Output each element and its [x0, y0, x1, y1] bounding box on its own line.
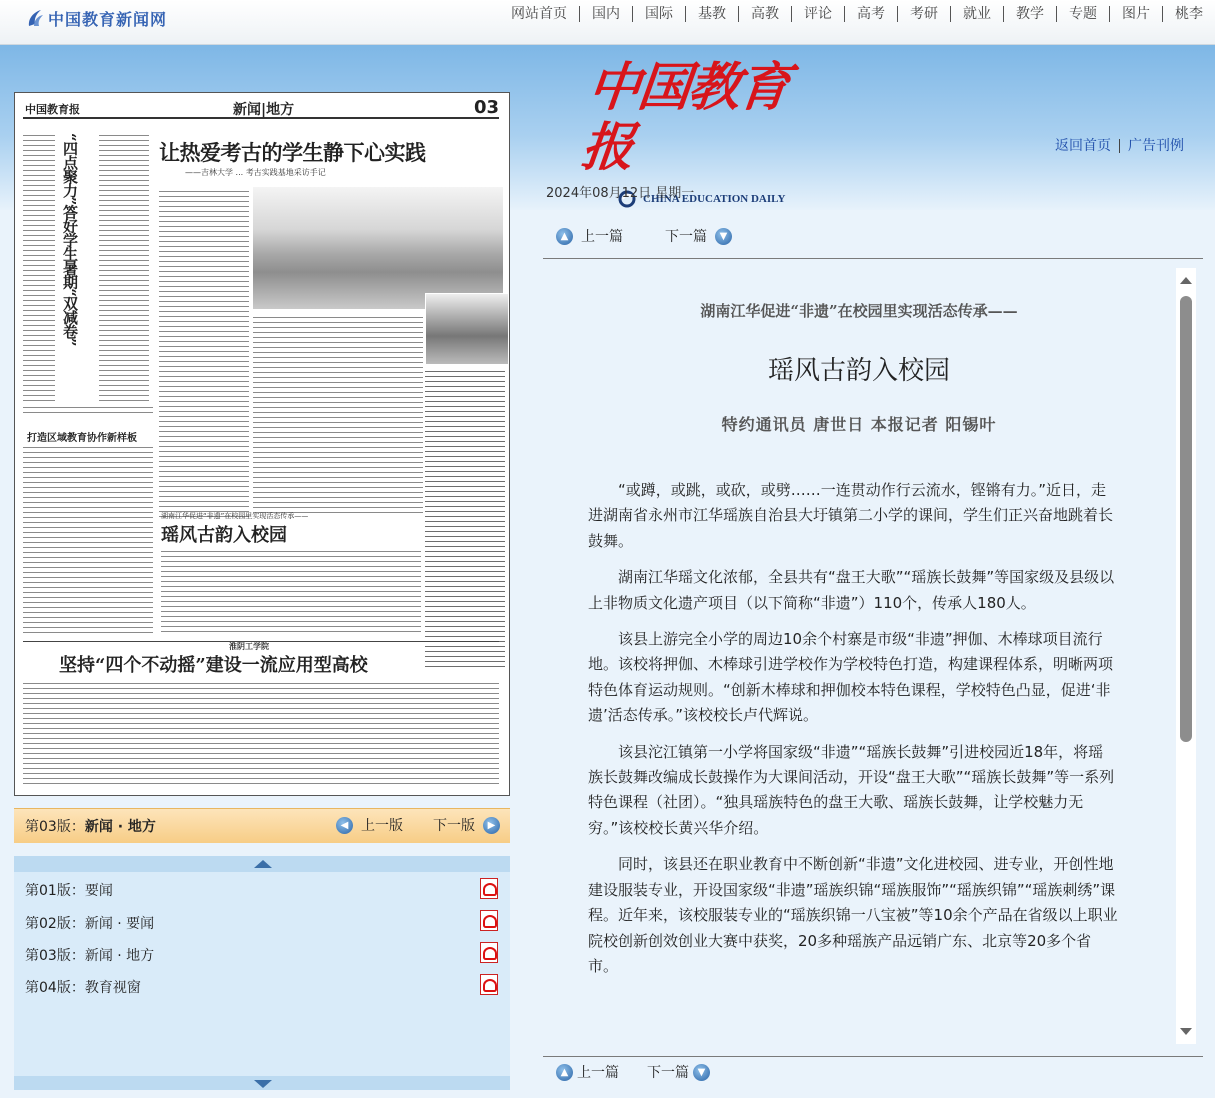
subhead-archaeology: ——吉林大学 ... 考古实践基地采访手记	[185, 168, 326, 177]
newspaper-page-image[interactable]	[14, 92, 510, 796]
article-panel	[544, 268, 1194, 1044]
masthead-name-en: CHINA EDUCATION DAILY	[643, 193, 786, 205]
scrollbar-thumb[interactable]	[1180, 296, 1192, 742]
next-edition-icon[interactable]: ▶	[483, 817, 500, 834]
vertical-headline[interactable]: “四点聚力”答好学生暑期“双减卷”	[61, 133, 79, 346]
column-text	[159, 189, 249, 519]
nav-international[interactable]: 国际	[632, 6, 685, 22]
edition-list-item[interactable]	[25, 977, 141, 997]
scroll-down-icon[interactable]	[1180, 1028, 1192, 1035]
current-edition-name: 新闻 · 地方	[84, 819, 156, 835]
article-paragraph: “或蹲，或跳，或砍，或劈……一连贯动作行云流水，铿锵有力。”近日，走进湖南省永州市江华瑶族自治县大圩镇第二小学的课间，学生们正兴奋地跳着长鼓舞。	[588, 481, 1114, 550]
edition-name: 教育视窗	[84, 980, 141, 996]
edition-list-item[interactable]	[25, 913, 154, 933]
divider	[543, 258, 1203, 259]
article-paragraph: 该县沱江镇第一小学将国家级“非遗”“瑶族长鼓舞”引进校园近18年，将瑶族长鼓舞改编成长鼓操作为大课间活动，开设“盘王大歌”“瑶族长鼓舞”等一系列特色课程（社团）。“独具瑶族特色的盘王大歌、瑶族长鼓舞，让学校魅力无穷。”该校校长黄兴华介绍。	[588, 742, 1115, 837]
nav-employment[interactable]: 就业	[950, 6, 1003, 22]
edition-pager	[336, 815, 500, 835]
prev-article-icon[interactable]: ▲	[556, 228, 573, 245]
nav-domestic[interactable]: 国内	[579, 6, 632, 22]
nav-commentary[interactable]: 评论	[791, 6, 844, 22]
site-logo-text: 中国教育新闻网	[48, 9, 168, 29]
article-title: 瑶风古韵入校园	[767, 356, 950, 386]
header-links	[1055, 139, 1192, 153]
current-edition-prefix: 第03版：	[25, 819, 85, 835]
edition-bar	[14, 808, 510, 843]
overline-huaiyin: 淮阴工学院	[229, 642, 269, 651]
nav-pictures[interactable]: 图片	[1109, 6, 1162, 22]
nav-higher-education[interactable]: 高教	[738, 6, 791, 22]
page-header-paper: 中国教育报	[25, 103, 80, 116]
next-article-link[interactable]: 下一篇	[665, 229, 707, 245]
prev-edition-link[interactable]: 上一版	[361, 818, 403, 834]
headline-huaiyin[interactable]: 坚持“四个不动摇”建设一流应用型高校	[59, 655, 368, 676]
list-scroll-down[interactable]	[14, 1076, 510, 1090]
column-text	[23, 133, 55, 403]
pdf-icon[interactable]	[480, 942, 498, 963]
nav-teaching[interactable]: 教学	[1003, 6, 1056, 22]
prev-edition-icon[interactable]: ◀	[336, 817, 353, 834]
list-scroll-up[interactable]	[14, 856, 510, 872]
page-header	[23, 99, 499, 119]
issue-date: 2024年08月12日 星期一	[546, 186, 695, 201]
back-home-link[interactable]: 返回首页	[1055, 138, 1111, 154]
page-header-number: 03	[473, 97, 499, 118]
next-article-icon[interactable]: ▼	[715, 228, 732, 245]
next-edition-link[interactable]: 下一版	[433, 818, 475, 834]
column-text	[23, 405, 153, 415]
edition-prefix: 第01版：	[25, 883, 85, 899]
logo-swirl-icon	[26, 8, 44, 28]
nav-home[interactable]: 网站首页	[511, 6, 567, 22]
nav-basic-education[interactable]: 基教	[685, 6, 738, 22]
nav-taoli[interactable]: 桃李	[1162, 6, 1215, 22]
arrow-up-icon	[254, 860, 272, 868]
prev-article-link[interactable]: 上一篇	[577, 1065, 619, 1081]
main-nav	[499, 6, 1215, 22]
article-paragraph: 同时，该县还在职业教育中不断创新“非遗”文化进校园、进专业，开创性地建设服装专业，开设国家级“非遗”瑶族织锦“瑶族服饰”“瑶族织锦”“瑶族刺绣”课程。近年来，该校服装专业的“瑶族织锦一八宝被”等10余个产品在省级以上职业院校创新创效创业大赛中获奖，20多种瑶族产品远销广东、北京等20多个省市。	[588, 855, 1118, 975]
pdf-icon[interactable]	[480, 878, 498, 899]
edition-list	[14, 856, 510, 1090]
nav-topics[interactable]: 专题	[1056, 6, 1109, 22]
column-text	[425, 369, 505, 669]
column-text	[253, 315, 423, 515]
prev-article-link[interactable]: 上一篇	[581, 229, 623, 245]
article-nav-bottom	[556, 1062, 710, 1082]
next-article-link[interactable]: 下一篇	[647, 1065, 689, 1081]
headline-region[interactable]: 打造区域教育协作新样板	[27, 433, 137, 444]
ad-rates-link[interactable]: 广告刊例	[1119, 139, 1192, 153]
article-byline: 特约通讯员 唐世日 本报记者 阳锡叶	[721, 415, 997, 434]
pdf-icon[interactable]	[480, 910, 498, 931]
next-article-icon[interactable]: ▼	[693, 1064, 710, 1081]
edition-name: 新闻 · 要闻	[84, 916, 155, 932]
edition-prefix: 第02版：	[25, 916, 85, 932]
article-kicker: 湖南江华促进“非遗”在校园里实现活态传承——	[700, 302, 1018, 320]
current-edition	[25, 816, 156, 836]
pdf-icon[interactable]	[480, 974, 498, 995]
arrow-down-icon	[254, 1080, 272, 1088]
headline-archaeology[interactable]: 让热爱考古的学生静下心实践	[159, 140, 426, 165]
edition-name: 新闻 · 地方	[84, 948, 155, 964]
article-scrollbar[interactable]	[1176, 268, 1196, 1044]
scroll-up-icon[interactable]	[1180, 277, 1192, 284]
nav-gaokao[interactable]: 高考	[844, 6, 897, 22]
column-text	[23, 445, 153, 635]
archaeology-photo	[253, 187, 503, 309]
top-bar	[0, 0, 1215, 45]
page-header-section: 新闻|地方	[233, 102, 295, 118]
article-paragraph: 该县上游完全小学的周边10余个村寨是市级“非遗”押伽、木棒球项目流行地。该校将押伽、木棒球引进学校作为学校特色打造，构建课程体系，明晰两项特色体育运动规则。“创新木棒球和押伽校本特色课程，学校特色凸显，促进‘非遗’活态传承。”该校校长卢代辉说。	[588, 630, 1114, 725]
edition-list-item[interactable]	[25, 945, 154, 965]
edition-name: 要闻	[84, 883, 113, 899]
edition-list-item[interactable]	[25, 880, 113, 900]
edition-prefix: 第04版：	[25, 980, 85, 996]
nav-kaoyan[interactable]: 考研	[897, 6, 950, 22]
subhead-yao: 湖南江华促进“非遗”在校园里实现活态传承——	[161, 512, 309, 520]
article-nav-top	[556, 226, 732, 246]
column-text	[99, 133, 149, 403]
portrait-photo	[425, 293, 509, 365]
article-body	[588, 478, 1118, 990]
column-text	[23, 681, 499, 787]
column-text	[161, 549, 421, 635]
divider	[543, 1056, 1203, 1057]
edition-prefix: 第03版：	[25, 948, 85, 964]
masthead-name-cn: 中国教育报	[578, 57, 792, 178]
article-paragraph: 湖南江华瑶文化浓郁，全县共有“盘王大歌”“瑶族长鼓舞”等国家级及县级以上非物质文化遗产项目（以下简称“非遗”）110个，传承人180人。	[588, 568, 1115, 612]
headline-yao[interactable]: 瑶风古韵入校园	[161, 525, 287, 546]
prev-article-icon[interactable]: ▲	[556, 1064, 573, 1081]
site-logo[interactable]	[26, 6, 167, 30]
